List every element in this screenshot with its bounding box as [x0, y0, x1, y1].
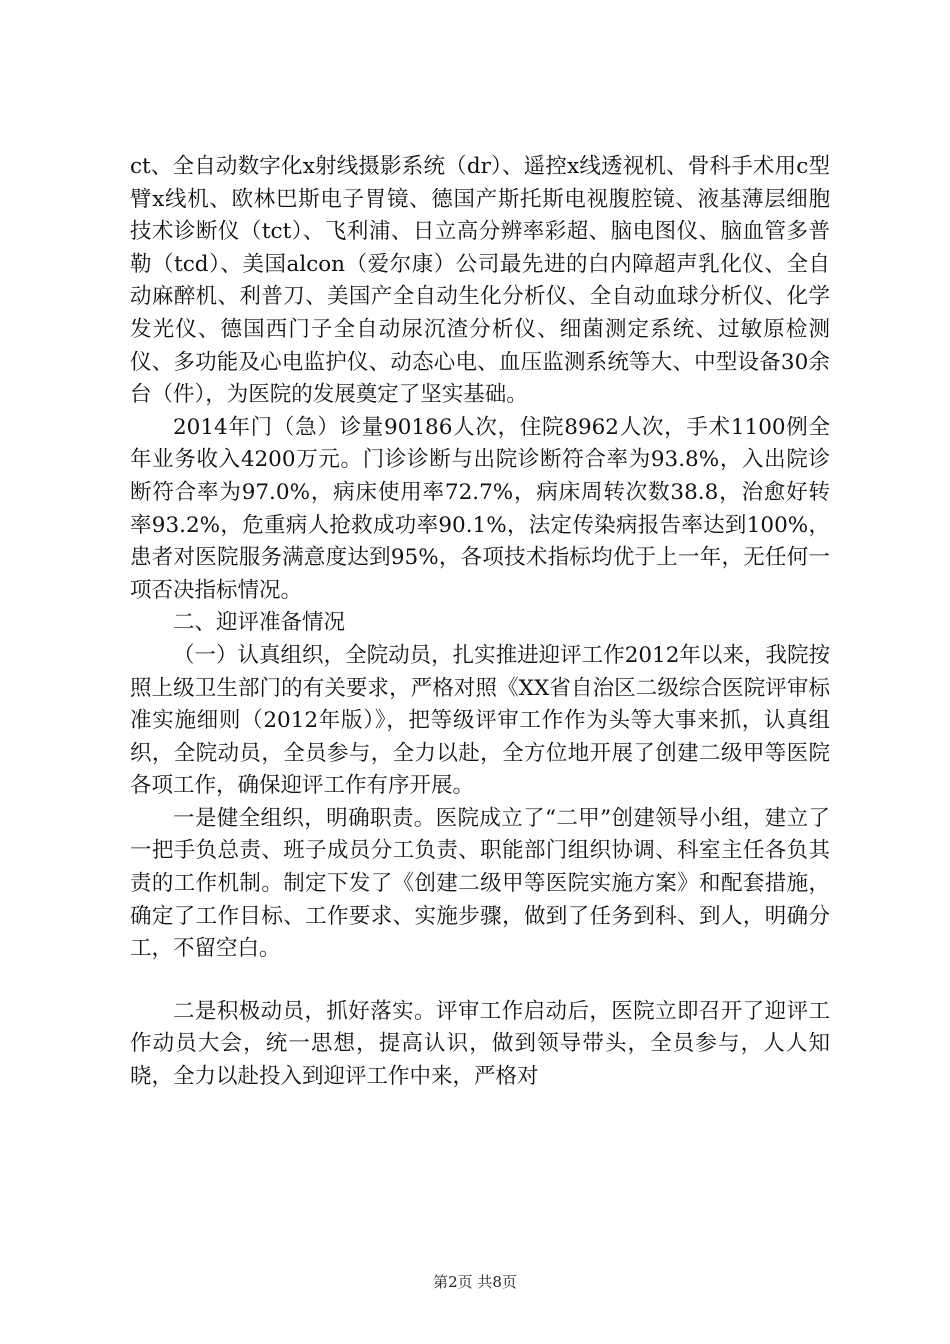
paragraph-point-one: 一是健全组织，明确职责。医院成立了“二甲”创建领导小组，建立了一把手负总责、班子成员分工负责、职能部门组织协调、科室主任各负其责的工作机制。制定下发了《创建二级甲等医院实施方案》和配套措施，确定了工作目标、工作要求、实施步骤，做到了任务到科、到人，明确分工，不留空白。 [130, 805, 830, 962]
page-footer: 第2页 共8页 [433, 1273, 517, 1291]
paragraph-2014-statistics: 2014年门（急）诊量90186人次，住院8962人次，手术1100例全年业务收入4200万元。门诊诊断与出院诊断符合率为93.8%，入出院诊断符合率为97.0%，病床使用率72.7%，病床周转次数38.8，治愈好转率93.2%，危重病人抢救成功率90.1%，法定传染病报告率达到100%，患者对医院服务满意度达到95%，各项技术指标均优于上一年，无任何一项否决指标情况。 [130, 414, 830, 603]
paragraph-equipment-list: ct、全自动数字化x射线摄影系统（dr）、遥控x线透视机、骨科手术用c型臂x线机、欧林巴斯电子胃镜、德国产斯托斯电视腹腔镜、液基薄层细胞技术诊断仪（tct）、飞利浦、日立高分辨率彩超、脑电图仪、脑血管多普勒（tcd）、美国alcon（爱尔康）公司最先进的白内障超声乳化仪、全自动麻醉机、利普刀、美国产全自动生化分析仪、全自动血球分析仪、化学发光仪、德国西门子全自动尿沉渣分析仪、细菌测定系统、过敏原检测仪、多功能及心电监护仪、动态心电、血压监测系统等大、中型设备30余台（件），为医院的发展奠定了坚实基础。 [130, 154, 830, 408]
paragraph-subsection-organization: （一）认真组织，全院动员，扎实推进迎评工作2012年以来，我院按照上级卫生部门的有关要求，严格对照《XX省自治区二级综合医院评审标准实施细则（2012年版）》，把等级评审工作作为头等大事来抓，认真组织，全院动员，全员参与，全力以赴，全方位地开展了创建二级甲等医院各项工作，确保迎评工作有序开展。 [130, 642, 830, 799]
paragraph-point-two: 二是积极动员，抓好落实。评审工作启动后，医院立即召开了迎评工作动员大会，统一思想，提高认识，做到领导带头，全员参与，人人知晓，全力以赴投入到迎评工作中来，严格对 [130, 998, 830, 1090]
document-body [130, 151, 830, 1094]
section-heading: 二、迎评准备情况 [173, 610, 346, 636]
paragraph-gap [130, 966, 830, 996]
